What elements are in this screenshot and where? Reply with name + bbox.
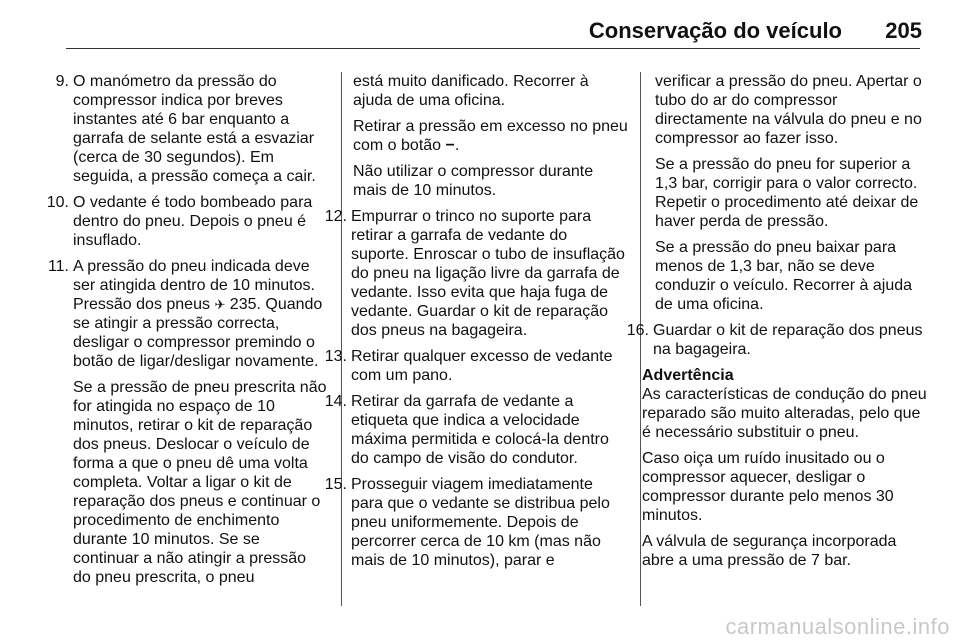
step-number: 10. — [46, 194, 69, 211]
step-text-part: 235. Quando se atingir a pressão correcta, desligar o compressor premindo o botão de ligar/desligar novamente. — [73, 296, 323, 370]
continued-text: Se a pressão do pneu for superior a 1,3 bar, corrigir para o valor correcto. Repetir o procedimento até deixar de haver perda de pressão. — [655, 156, 919, 230]
step-number: 16. — [626, 322, 649, 339]
step-text: Prosseguir viagem imediatamente para que o vedante se distribua pelo pneu uniformemente. Depois de percorrer cerca de 10 km (mas não mais de 10 minutos), parar e — [351, 476, 610, 569]
column-3 — [626, 72, 931, 577]
step-number: 12. — [324, 208, 347, 225]
step-14 — [316, 392, 628, 468]
step-text: Se a pressão de pneu prescrita não for atingida no espaço de 10 minutos, retirar o kit de reparação dos pneus. Deslocar o veículo de forma a que o pneu dê uma volta completa. Voltar a ligar o kit de reparação dos pneus e continuar o procedimento de enchimento durante 10 minutos. Se se continuar a não atingir a pressão do pneu prescrita, o pneu — [73, 379, 327, 586]
step-16 — [618, 321, 931, 359]
continued-text: Não utilizar o compressor durante mais de 10 minutos. — [353, 163, 594, 199]
step-number: 11. — [47, 258, 69, 275]
header-rule — [66, 48, 920, 49]
step-number: 13. — [324, 348, 347, 365]
step-number: 14. — [324, 393, 347, 410]
warning-box — [630, 366, 931, 570]
warning-text: As características de condução do pneu reparado são muito alteradas, pelo que é necessário substituir o pneu. — [642, 386, 927, 441]
warning-text: Caso oiça um ruído inusitado ou o compressor aquecer, desligar o compressor durante pelo menos 30 minutos. — [642, 450, 894, 524]
column-2 — [324, 72, 628, 577]
continued-text: verificar a pressão do pneu. Apertar o tubo do ar do compressor directamente na válvula do pneu e no compressor ao fazer isso. — [655, 73, 922, 147]
column-1 — [40, 72, 328, 594]
step-10 — [40, 193, 328, 250]
page-header — [0, 14, 960, 46]
step-text: O manómetro da pressão do compressor indica por breves instantes até 6 bar enquanto a garrafa de selante está a esvaziar (cerca de 30 segundos). Em seguida, a pressão começa a cair. — [73, 73, 316, 185]
step-9 — [40, 72, 328, 186]
step-text — [73, 257, 328, 371]
step-text: Retirar qualquer excesso de vedante com um pano. — [351, 348, 613, 384]
warning-text: A válvula de segurança incorporada abre a uma pressão de 7 bar. — [642, 533, 897, 569]
continued-text: Se a pressão do pneu baixar para menos de 1,3 bar, não se deve conduzir o veículo. Recorrer à ajuda de uma oficina. — [655, 239, 913, 313]
step-text-part: A pressão do pneu indicada deve ser atingida dentro de 10 minutos. Pressão dos pneus — [73, 258, 315, 313]
step-text: Guardar o kit de reparação dos pneus na bagageira. — [653, 322, 923, 358]
step-text: O vedante é todo bombeado para dentro do pneu. Depois o pneu é insuflado. — [73, 194, 313, 249]
page-number: 205 — [885, 18, 922, 43]
step-text: Retirar da garrafa de vedante a etiqueta que indica a velocidade máxima permitida e colocá-la dentro do campo de visão do condutor. — [351, 393, 609, 467]
section-title: Conservação do veículo — [588, 18, 842, 43]
step-text: Empurrar o trinco no suporte para retirar a garrafa de vedante do suporte. Enroscar o tubo de insuflação do pneu na ligação livre da garrafa de vedante. Isso evita que haja fuga de vedante. Guardar o kit de reparação dos pneus na bagageira. — [351, 208, 625, 339]
continued-text — [353, 117, 628, 155]
step-12 — [316, 207, 628, 340]
minus-button-icon: − — [445, 137, 455, 154]
step-13 — [316, 347, 628, 385]
watermark: carmanualsonline.info — [725, 614, 950, 639]
step-number: 15. — [324, 476, 347, 493]
continued-text-part: Retirar a pressão em excesso no pneu com o botão — [353, 118, 628, 154]
step-15 — [316, 475, 628, 570]
continued-text-part: . — [454, 137, 460, 154]
cross-reference-arrow-icon[interactable]: ✈ — [214, 297, 226, 312]
step-number: 9. — [55, 73, 69, 90]
continued-text: está muito danificado. Recorrer à ajuda de uma oficina. — [353, 73, 589, 109]
step-11 — [40, 257, 328, 587]
warning-title: Advertência — [642, 367, 734, 384]
